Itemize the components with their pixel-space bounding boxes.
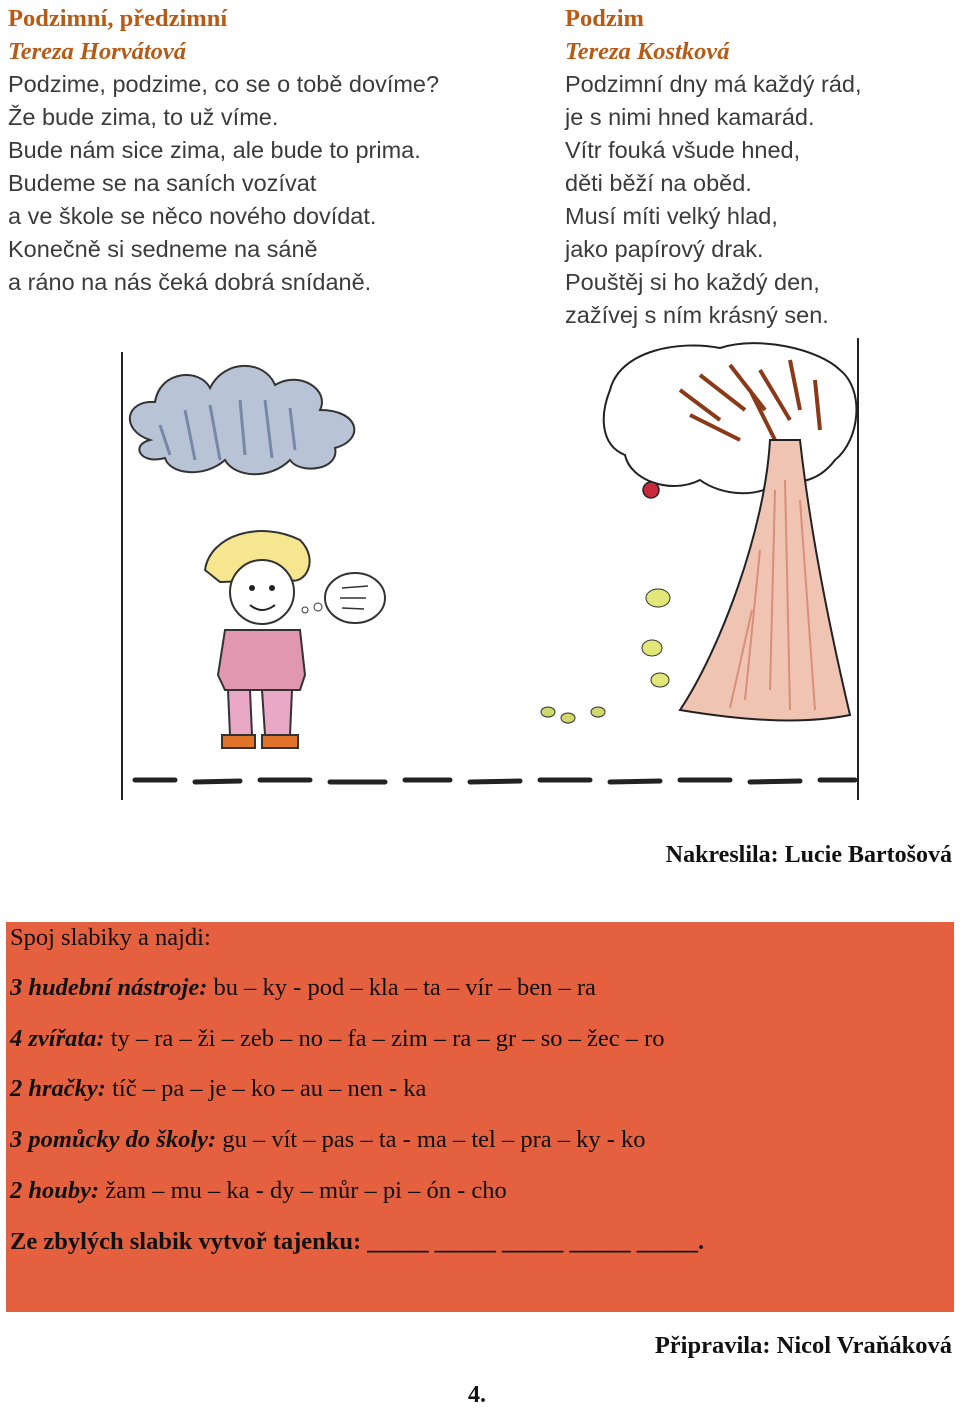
poem-line: Podzimní dny má každý rád,: [565, 71, 862, 97]
poem-line: Bude nám sice zima, ale bude to prima.: [8, 137, 421, 163]
poem-line: Budeme se na saních vozívat: [8, 170, 317, 196]
task-syllables: bu – ky - pod – kla – ta – vír – ben – ra: [207, 974, 596, 1001]
cloud-icon: [130, 366, 354, 474]
poem-title: Podzim: [565, 5, 644, 32]
exercise-task: [10, 1025, 665, 1053]
ground-line: [135, 780, 855, 782]
poem-left: [8, 2, 439, 299]
poem-line: Podzime, podzime, co se o tobě dovíme?: [8, 71, 440, 97]
poem-lines: [565, 68, 862, 332]
page-number: 4.: [468, 1382, 486, 1408]
task-syllables: gu – vít – pas – ta - ma – tel – pra – ky - ko: [216, 1126, 646, 1153]
syllable-exercise: [6, 922, 954, 1312]
author-credit: Připravila: Nicol Vraňáková: [654, 1332, 952, 1359]
tree-icon: [604, 343, 857, 720]
poem-line: děti běží na oběd.: [565, 170, 752, 196]
poem-line: Pouštěj si ho každý den,: [565, 269, 820, 295]
falling-leaves-icon: [541, 589, 670, 723]
poem-author: Tereza Kostková: [565, 38, 730, 65]
speech-bubble-icon: [302, 573, 385, 623]
exercise-task: [10, 974, 596, 1002]
apple-icon: [643, 482, 659, 498]
poem-line: je s nimi hned kamarád.: [565, 104, 815, 130]
task-label: 3 hudební nástroje:: [10, 974, 208, 1001]
exercise-task: [10, 1126, 646, 1154]
child-figure-icon: [205, 531, 310, 748]
poem-line: a ráno na nás čeká dobrá snídaně.: [8, 269, 372, 295]
task-label: 3 pomůcky do školy:: [10, 1126, 217, 1153]
exercise-task: [10, 1177, 507, 1205]
task-label: 4 zvířata:: [10, 1025, 105, 1052]
task-syllables: žam – mu – ka - dy – můr – pi – ón - cho: [99, 1177, 507, 1204]
task-syllables: ty – ra – ži – zeb – no – fa – zim – ra – gr – so – žec – ro: [104, 1025, 665, 1052]
illustrator-credit: Nakreslila: Lucie Bartošová: [665, 842, 952, 868]
task-label: 2 hračky:: [10, 1075, 106, 1102]
exercise-final-task: Ze zbylých slabik vytvoř tajenku: _____ _____ _____ _____ _____.: [10, 1228, 705, 1255]
poem-line: a ve škole se něco nového dovídat.: [8, 203, 377, 229]
child-drawing: [0, 330, 960, 810]
poem-line: Konečně si sedneme na sáně: [8, 236, 318, 262]
poem-title: Podzimní, předzimní: [8, 5, 228, 32]
poem-right: [565, 2, 862, 332]
poem-line: Že bude zima, to už víme.: [8, 104, 279, 130]
task-syllables: tíč – pa – je – ko – au – nen - ka: [105, 1075, 427, 1102]
task-label: 2 houby:: [10, 1177, 100, 1204]
exercise-task: [10, 1075, 426, 1103]
poem-lines: [8, 68, 439, 299]
poem-line: Musí míti velký hlad,: [565, 203, 778, 229]
poem-line: jako papírový drak.: [565, 236, 764, 262]
poem-line: Vítr fouká všude hned,: [565, 137, 801, 163]
poem-author: Tereza Horvátová: [8, 38, 187, 65]
exercise-heading: Spoj slabiky a najdi:: [10, 924, 211, 951]
poem-line: zažívej s ním krásný sen.: [565, 302, 829, 328]
